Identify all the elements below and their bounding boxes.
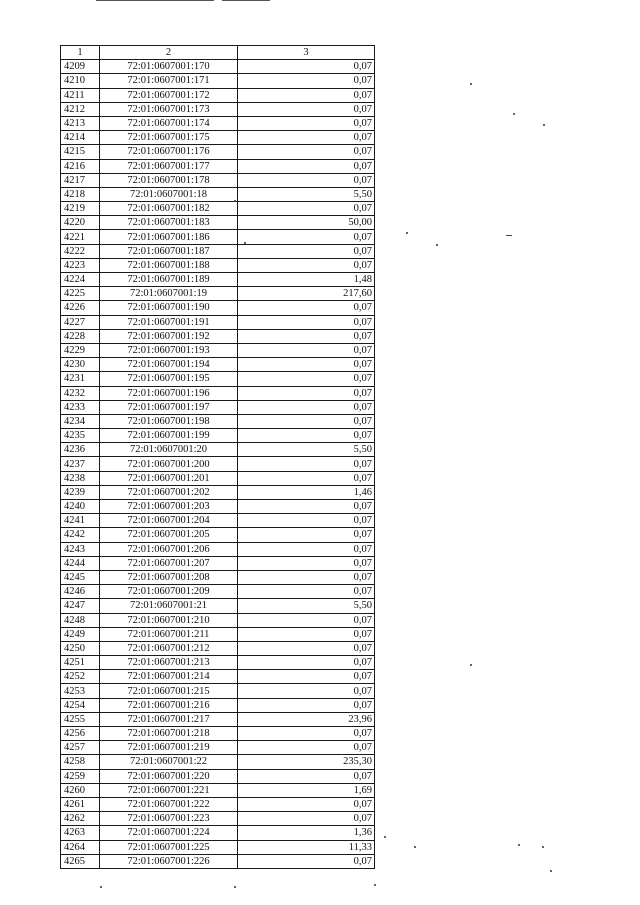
cadastral-number: 72:01:0607001:226 — [100, 854, 238, 868]
table-row — [61, 343, 375, 357]
table-row — [61, 457, 375, 471]
area-value: 50,00 — [238, 216, 375, 230]
table-row — [61, 60, 375, 74]
row-number: 4228 — [61, 329, 100, 343]
cadastral-number: 72:01:0607001:223 — [100, 812, 238, 826]
cadastral-number: 72:01:0607001:195 — [100, 372, 238, 386]
row-number: 4224 — [61, 273, 100, 287]
row-number: 4264 — [61, 840, 100, 854]
table-row — [61, 769, 375, 783]
row-number: 4233 — [61, 400, 100, 414]
area-value: 0,07 — [238, 585, 375, 599]
cadastral-number: 72:01:0607001:192 — [100, 329, 238, 343]
area-value: 11,33 — [238, 840, 375, 854]
table-row — [61, 244, 375, 258]
area-value: 0,07 — [238, 358, 375, 372]
row-number: 4245 — [61, 570, 100, 584]
row-number: 4265 — [61, 854, 100, 868]
cadastral-number: 72:01:0607001:220 — [100, 769, 238, 783]
row-number: 4212 — [61, 102, 100, 116]
cadastral-number: 72:01:0607001:21 — [100, 599, 238, 613]
table-row — [61, 698, 375, 712]
row-number: 4247 — [61, 599, 100, 613]
table-row — [61, 826, 375, 840]
cadastral-number: 72:01:0607001:214 — [100, 670, 238, 684]
row-number: 4211 — [61, 88, 100, 102]
row-number: 4260 — [61, 783, 100, 797]
table-row — [61, 613, 375, 627]
table-row — [61, 414, 375, 428]
table-row — [61, 656, 375, 670]
table-row — [61, 641, 375, 655]
row-number: 4259 — [61, 769, 100, 783]
row-number: 4225 — [61, 287, 100, 301]
table-row — [61, 797, 375, 811]
cadastral-number: 72:01:0607001:217 — [100, 712, 238, 726]
area-value: 0,07 — [238, 258, 375, 272]
table-row — [61, 570, 375, 584]
table-row — [61, 88, 375, 102]
table-row — [61, 500, 375, 514]
cadastral-number: 72:01:0607001:197 — [100, 400, 238, 414]
area-value: 0,07 — [238, 74, 375, 88]
area-value: 1,46 — [238, 485, 375, 499]
table-row — [61, 812, 375, 826]
area-value: 0,07 — [238, 670, 375, 684]
cadastral-number: 72:01:0607001:172 — [100, 88, 238, 102]
cadastral-number: 72:01:0607001:174 — [100, 116, 238, 130]
table-body — [61, 60, 375, 869]
area-value: 0,07 — [238, 727, 375, 741]
area-value: 0,07 — [238, 60, 375, 74]
row-number: 4237 — [61, 457, 100, 471]
row-number: 4251 — [61, 656, 100, 670]
table-row — [61, 585, 375, 599]
cadastral-number: 72:01:0607001:203 — [100, 500, 238, 514]
cadastral-number: 72:01:0607001:22 — [100, 755, 238, 769]
cadastral-number: 72:01:0607001:209 — [100, 585, 238, 599]
area-value: 0,07 — [238, 500, 375, 514]
cadastral-number: 72:01:0607001:171 — [100, 74, 238, 88]
row-number: 4255 — [61, 712, 100, 726]
row-number: 4209 — [61, 60, 100, 74]
area-value: 0,07 — [238, 343, 375, 357]
row-number: 4246 — [61, 585, 100, 599]
area-value: 0,07 — [238, 854, 375, 868]
cadastral-number: 72:01:0607001:201 — [100, 471, 238, 485]
table-row — [61, 173, 375, 187]
table-row — [61, 131, 375, 145]
area-value: 5,50 — [238, 599, 375, 613]
table-row — [61, 429, 375, 443]
cadastral-table — [60, 45, 375, 869]
row-number: 4231 — [61, 372, 100, 386]
cadastral-number: 72:01:0607001:219 — [100, 741, 238, 755]
table-row — [61, 712, 375, 726]
table-row — [61, 230, 375, 244]
area-value: 0,07 — [238, 528, 375, 542]
row-number: 4217 — [61, 173, 100, 187]
table-row — [61, 514, 375, 528]
area-value: 5,50 — [238, 443, 375, 457]
area-value: 0,07 — [238, 414, 375, 428]
table-row — [61, 102, 375, 116]
cadastral-number: 72:01:0607001:173 — [100, 102, 238, 116]
table-row — [61, 273, 375, 287]
cadastral-number: 72:01:0607001:218 — [100, 727, 238, 741]
cadastral-number: 72:01:0607001:199 — [100, 429, 238, 443]
cadastral-number: 72:01:0607001:177 — [100, 159, 238, 173]
area-value: 0,07 — [238, 570, 375, 584]
cadastral-number: 72:01:0607001:191 — [100, 315, 238, 329]
area-value: 1,48 — [238, 273, 375, 287]
cadastral-number: 72:01:0607001:190 — [100, 301, 238, 315]
area-value: 0,07 — [238, 627, 375, 641]
cadastral-number: 72:01:0607001:216 — [100, 698, 238, 712]
area-value: 0,07 — [238, 457, 375, 471]
cadastral-number: 72:01:0607001:188 — [100, 258, 238, 272]
row-number: 4222 — [61, 244, 100, 258]
table-row — [61, 471, 375, 485]
row-number: 4223 — [61, 258, 100, 272]
table-row — [61, 145, 375, 159]
area-value: 0,07 — [238, 372, 375, 386]
row-number: 4240 — [61, 500, 100, 514]
row-number: 4262 — [61, 812, 100, 826]
column-header-2: 2 — [100, 46, 238, 60]
area-value: 0,07 — [238, 202, 375, 216]
cadastral-number: 72:01:0607001:200 — [100, 457, 238, 471]
row-number: 4244 — [61, 556, 100, 570]
table-row — [61, 258, 375, 272]
row-number: 4241 — [61, 514, 100, 528]
cadastral-number: 72:01:0607001:186 — [100, 230, 238, 244]
column-header-1: 1 — [61, 46, 100, 60]
cadastral-number: 72:01:0607001:182 — [100, 202, 238, 216]
area-value: 235,30 — [238, 755, 375, 769]
area-value: 0,07 — [238, 102, 375, 116]
row-number: 4239 — [61, 485, 100, 499]
cadastral-number: 72:01:0607001:215 — [100, 684, 238, 698]
cadastral-number: 72:01:0607001:198 — [100, 414, 238, 428]
table-row — [61, 755, 375, 769]
row-number: 4216 — [61, 159, 100, 173]
row-number: 4220 — [61, 216, 100, 230]
area-value: 23,96 — [238, 712, 375, 726]
row-number: 4234 — [61, 414, 100, 428]
table-row — [61, 358, 375, 372]
table-row — [61, 670, 375, 684]
row-number: 4248 — [61, 613, 100, 627]
cadastral-number: 72:01:0607001:207 — [100, 556, 238, 570]
row-number: 4250 — [61, 641, 100, 655]
row-number: 4243 — [61, 542, 100, 556]
row-number: 4221 — [61, 230, 100, 244]
table-row — [61, 329, 375, 343]
table-row — [61, 386, 375, 400]
column-header-3: 3 — [238, 46, 375, 60]
cadastral-number: 72:01:0607001:210 — [100, 613, 238, 627]
table-row — [61, 485, 375, 499]
row-number: 4252 — [61, 670, 100, 684]
area-value: 5,50 — [238, 187, 375, 201]
row-number: 4261 — [61, 797, 100, 811]
table-row — [61, 528, 375, 542]
table-row — [61, 599, 375, 613]
cadastral-number: 72:01:0607001:193 — [100, 343, 238, 357]
table-row — [61, 854, 375, 868]
cadastral-number: 72:01:0607001:196 — [100, 386, 238, 400]
row-number: 4227 — [61, 315, 100, 329]
table-row — [61, 542, 375, 556]
table-row — [61, 74, 375, 88]
area-value: 1,69 — [238, 783, 375, 797]
cadastral-number: 72:01:0607001:212 — [100, 641, 238, 655]
row-number: 4257 — [61, 741, 100, 755]
cadastral-number: 72:01:0607001:202 — [100, 485, 238, 499]
row-number: 4256 — [61, 727, 100, 741]
row-number: 4242 — [61, 528, 100, 542]
area-value: 0,07 — [238, 173, 375, 187]
cadastral-number: 72:01:0607001:205 — [100, 528, 238, 542]
cadastral-number: 72:01:0607001:187 — [100, 244, 238, 258]
cadastral-number: 72:01:0607001:170 — [100, 60, 238, 74]
row-number: 4230 — [61, 358, 100, 372]
cadastral-number: 72:01:0607001:178 — [100, 173, 238, 187]
area-value: 0,07 — [238, 698, 375, 712]
row-number: 4214 — [61, 131, 100, 145]
row-number: 4215 — [61, 145, 100, 159]
area-value: 0,07 — [238, 684, 375, 698]
table-row — [61, 315, 375, 329]
row-number: 4213 — [61, 116, 100, 130]
cadastral-number: 72:01:0607001:18 — [100, 187, 238, 201]
area-value: 0,07 — [238, 88, 375, 102]
row-number: 4232 — [61, 386, 100, 400]
cadastral-number: 72:01:0607001:189 — [100, 273, 238, 287]
table-row — [61, 159, 375, 173]
table-row — [61, 400, 375, 414]
cadastral-number: 72:01:0607001:194 — [100, 358, 238, 372]
row-number: 4235 — [61, 429, 100, 443]
area-value: 1,36 — [238, 826, 375, 840]
area-value: 0,07 — [238, 301, 375, 315]
table-header-row — [61, 46, 375, 60]
row-number: 4229 — [61, 343, 100, 357]
table-row — [61, 372, 375, 386]
cadastral-number: 72:01:0607001:213 — [100, 656, 238, 670]
area-value: 0,07 — [238, 386, 375, 400]
area-value: 0,07 — [238, 656, 375, 670]
row-number: 4238 — [61, 471, 100, 485]
area-value: 0,07 — [238, 230, 375, 244]
table-row — [61, 727, 375, 741]
table-row — [61, 187, 375, 201]
area-value: 0,07 — [238, 145, 375, 159]
area-value: 0,07 — [238, 471, 375, 485]
area-value: 0,07 — [238, 116, 375, 130]
area-value: 0,07 — [238, 797, 375, 811]
table-row — [61, 556, 375, 570]
row-number: 4249 — [61, 627, 100, 641]
area-value: 0,07 — [238, 131, 375, 145]
row-number: 4210 — [61, 74, 100, 88]
area-value: 0,07 — [238, 769, 375, 783]
cadastral-number: 72:01:0607001:211 — [100, 627, 238, 641]
cadastral-number: 72:01:0607001:20 — [100, 443, 238, 457]
area-value: 0,07 — [238, 556, 375, 570]
area-value: 0,07 — [238, 613, 375, 627]
table-row — [61, 287, 375, 301]
area-value: 0,07 — [238, 400, 375, 414]
table-row — [61, 301, 375, 315]
table-row — [61, 627, 375, 641]
area-value: 0,07 — [238, 429, 375, 443]
area-value: 0,07 — [238, 741, 375, 755]
area-value: 0,07 — [238, 159, 375, 173]
area-value: 0,07 — [238, 641, 375, 655]
cadastral-number: 72:01:0607001:206 — [100, 542, 238, 556]
area-value: 0,07 — [238, 514, 375, 528]
cadastral-number: 72:01:0607001:225 — [100, 840, 238, 854]
table-row — [61, 116, 375, 130]
cadastral-number: 72:01:0607001:204 — [100, 514, 238, 528]
table-row — [61, 443, 375, 457]
cadastral-number: 72:01:0607001:221 — [100, 783, 238, 797]
cadastral-number: 72:01:0607001:176 — [100, 145, 238, 159]
row-number: 4219 — [61, 202, 100, 216]
area-value: 0,07 — [238, 542, 375, 556]
table-row — [61, 216, 375, 230]
cadastral-number: 72:01:0607001:208 — [100, 570, 238, 584]
row-number: 4218 — [61, 187, 100, 201]
cadastral-number: 72:01:0607001:222 — [100, 797, 238, 811]
area-value: 0,07 — [238, 329, 375, 343]
area-value: 0,07 — [238, 244, 375, 258]
table-row — [61, 840, 375, 854]
row-number: 4258 — [61, 755, 100, 769]
row-number: 4236 — [61, 443, 100, 457]
row-number: 4253 — [61, 684, 100, 698]
cadastral-number: 72:01:0607001:19 — [100, 287, 238, 301]
area-value: 0,07 — [238, 315, 375, 329]
table-row — [61, 741, 375, 755]
row-number: 4226 — [61, 301, 100, 315]
table-row — [61, 684, 375, 698]
row-number: 4254 — [61, 698, 100, 712]
row-number: 4263 — [61, 826, 100, 840]
table-row — [61, 202, 375, 216]
scan-edge-marks — [0, 0, 640, 2]
cadastral-number: 72:01:0607001:183 — [100, 216, 238, 230]
table-row — [61, 783, 375, 797]
cadastral-number: 72:01:0607001:175 — [100, 131, 238, 145]
cadastral-number: 72:01:0607001:224 — [100, 826, 238, 840]
area-value: 0,07 — [238, 812, 375, 826]
area-value: 217,60 — [238, 287, 375, 301]
